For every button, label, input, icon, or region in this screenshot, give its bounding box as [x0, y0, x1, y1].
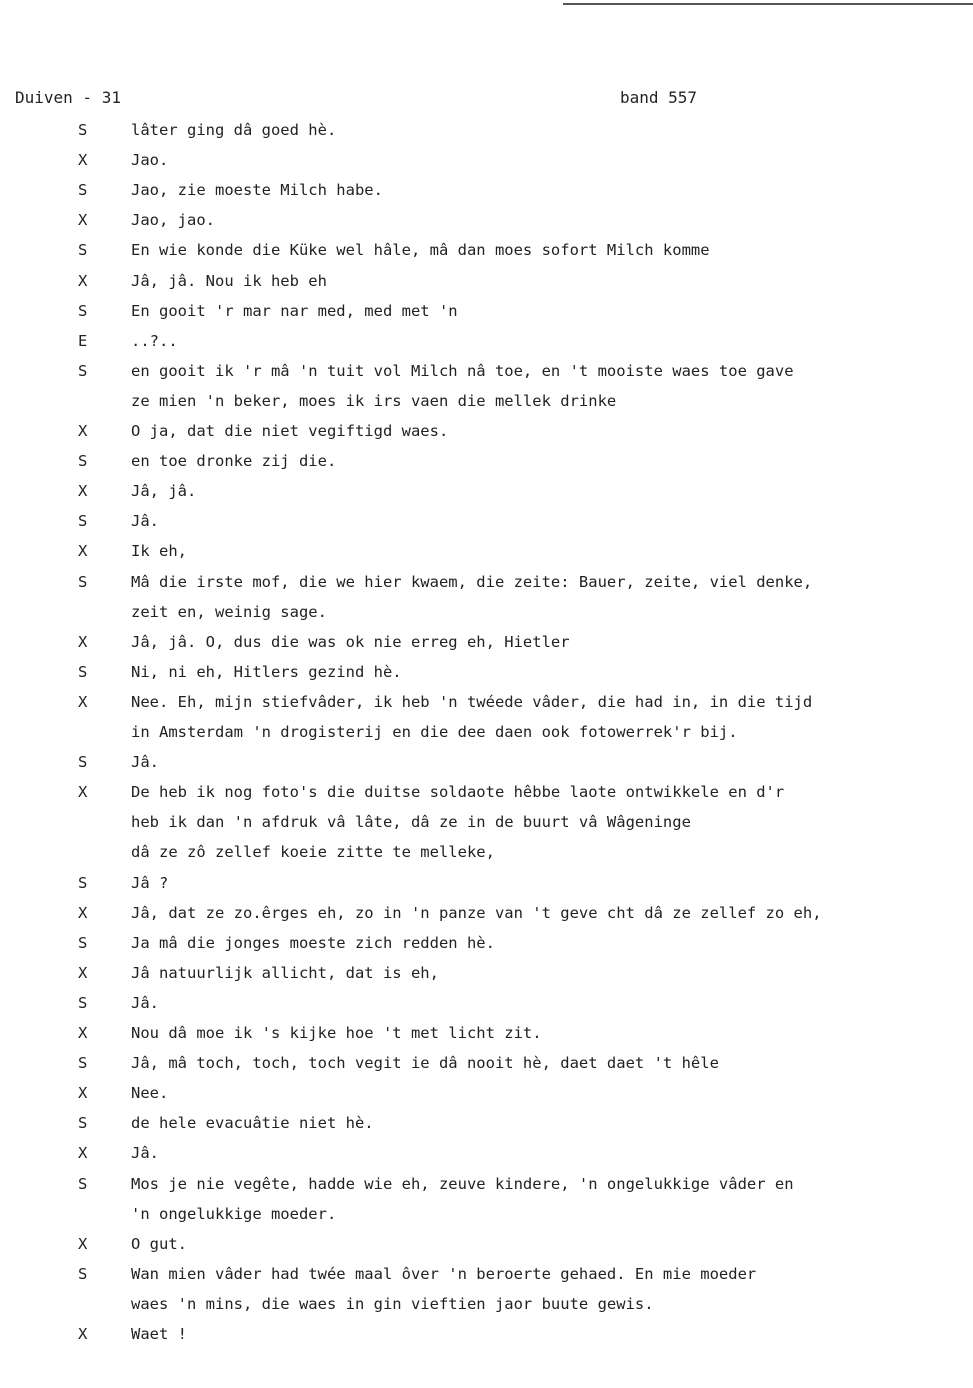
speaker-label: X [78, 1084, 88, 1102]
speaker-label: S [78, 1054, 88, 1072]
speaker-label: S [78, 302, 88, 320]
speaker-label: S [78, 1114, 88, 1132]
utterance-line: Nou dâ moe ik 's kijke hoe 't met licht zit. [131, 1024, 542, 1042]
utterance-line: De heb ik nog foto's die duitse soldaote hêbbe laote ontwikkele en d'r [131, 783, 785, 801]
transcript-turn [0, 928, 973, 958]
utterance-text [131, 115, 931, 145]
speaker-label: S [78, 994, 88, 1012]
transcript-turn [0, 777, 973, 867]
speaker-label: X [78, 633, 88, 651]
utterance-line: Jâ. [131, 994, 159, 1012]
utterance-text [131, 1229, 931, 1259]
utterance-text [131, 145, 931, 175]
speaker-label: S [78, 874, 88, 892]
utterance-line: Mos je nie vegête, hadde wie eh, zeuve kindere, 'n ongelukkige vâder en [131, 1175, 794, 1193]
utterance-text [131, 687, 931, 747]
utterance-line: waes 'n mins, die waes in gin vieftien jaor buute gewis. [131, 1295, 654, 1313]
utterance-text [131, 1078, 931, 1108]
utterance-line: Jâ, mâ toch, toch, toch vegit ie dâ nooit hè, daet daet 't hêle [131, 1054, 719, 1072]
utterance-line: Waet ! [131, 1325, 187, 1343]
utterance-text [131, 235, 931, 265]
speaker-label: S [78, 241, 88, 259]
transcript-turn [0, 567, 973, 627]
speaker-label: E [78, 332, 88, 350]
utterance-text [131, 416, 931, 446]
speaker-label: X [78, 1144, 88, 1162]
utterance-text [131, 1108, 931, 1138]
transcript-turn [0, 296, 973, 326]
utterance-text [131, 205, 931, 235]
speaker-label: X [78, 693, 88, 711]
utterance-line: ze mien 'n beker, moes ik irs vaen die mellek drinke [131, 392, 617, 410]
speaker-label: X [78, 1235, 88, 1253]
speaker-label: X [78, 1024, 88, 1042]
utterance-line: zeit en, weinig sage. [131, 603, 327, 621]
speaker-label: S [78, 362, 88, 380]
utterance-line: Jâ, jâ. Nou ik heb eh [131, 272, 327, 290]
speaker-label: S [78, 1175, 88, 1193]
utterance-line: Nee. Eh, mijn stiefvâder, ik heb 'n twéede vâder, die had in, in die tijd [131, 693, 813, 711]
speaker-label: S [78, 934, 88, 952]
speaker-label: X [78, 964, 88, 982]
utterance-text [131, 506, 931, 536]
utterance-line: Jâ. [131, 753, 159, 771]
speaker-label: X [78, 422, 88, 440]
utterance-line: Jao, jao. [131, 211, 215, 229]
utterance-line: heb ik dan 'n afdruk vâ lâte, dâ ze in de buurt vâ Wâgeninge [131, 813, 691, 831]
speaker-label: X [78, 482, 88, 500]
speaker-label: X [78, 211, 88, 229]
transcript-turn [0, 145, 973, 175]
utterance-text [131, 536, 931, 566]
speaker-label: X [78, 783, 88, 801]
transcript-turn [0, 205, 973, 235]
transcript-turn [0, 536, 973, 566]
utterance-line: Jâ, dat ze zo.êrges eh, zo in 'n panze van 't geve cht dâ ze zellef zo eh, [131, 904, 822, 922]
utterance-text [131, 1169, 931, 1229]
utterance-text [131, 296, 931, 326]
transcript-turn [0, 958, 973, 988]
utterance-text [131, 1138, 931, 1168]
utterance-text [131, 747, 931, 777]
speaker-label: S [78, 1265, 88, 1283]
utterance-line: Ik eh, [131, 542, 187, 560]
transcript-turn [0, 898, 973, 928]
utterance-text [131, 657, 931, 687]
utterance-text [131, 627, 931, 657]
utterance-line: Jâ. [131, 512, 159, 530]
transcript-turn [0, 446, 973, 476]
utterance-line: Jâ, jâ. [131, 482, 197, 500]
utterance-line: Ni, ni eh, Hitlers gezind hè. [131, 663, 402, 681]
utterance-text [131, 1319, 931, 1349]
utterance-text [131, 777, 931, 867]
transcript-turn [0, 175, 973, 205]
utterance-line: lâter ging dâ goed hè. [131, 121, 337, 139]
utterance-text [131, 1048, 931, 1078]
transcript-turn [0, 988, 973, 1018]
transcript-turn [0, 506, 973, 536]
utterance-line: en toe dronke zij die. [131, 452, 337, 470]
speaker-label: X [78, 272, 88, 290]
utterance-text [131, 898, 931, 928]
transcript-turn [0, 1138, 973, 1168]
utterance-text [131, 175, 931, 205]
transcript-turn [0, 627, 973, 657]
transcript-turn [0, 1169, 973, 1229]
utterance-text [131, 446, 931, 476]
utterance-text [131, 326, 931, 356]
utterance-line: Jâ. [131, 1144, 159, 1162]
transcript-turn [0, 1048, 973, 1078]
transcript-turn [0, 1259, 973, 1319]
speaker-label: X [78, 151, 88, 169]
document-title: Duiven - 31 [15, 88, 121, 107]
utterance-line: O gut. [131, 1235, 187, 1253]
transcript-turn [0, 235, 973, 265]
transcript-turn [0, 416, 973, 446]
speaker-label: S [78, 452, 88, 470]
speaker-label: X [78, 904, 88, 922]
transcript-turn [0, 476, 973, 506]
transcript-turn [0, 1319, 973, 1349]
transcript-turn [0, 1018, 973, 1048]
utterance-text [131, 988, 931, 1018]
utterance-line: En gooit 'r mar nar med, med met 'n [131, 302, 458, 320]
transcript-turn [0, 326, 973, 356]
utterance-line: O ja, dat die niet vegiftigd waes. [131, 422, 449, 440]
utterance-text [131, 1259, 931, 1319]
utterance-line: Jâ ? [131, 874, 169, 892]
utterance-text [131, 476, 931, 506]
transcript-turn [0, 657, 973, 687]
speaker-label: S [78, 753, 88, 771]
utterance-line: Ja mâ die jonges moeste zich redden hè. [131, 934, 495, 952]
speaker-label: S [78, 181, 88, 199]
transcript-turn [0, 747, 973, 777]
utterance-line: Jao. [131, 151, 169, 169]
utterance-line: Nee. [131, 1084, 169, 1102]
utterance-text [131, 1018, 931, 1048]
speaker-label: S [78, 512, 88, 530]
utterance-line: Jâ, jâ. O, dus die was ok nie erreg eh, Hietler [131, 633, 570, 651]
transcript-turn [0, 115, 973, 145]
speaker-label: S [78, 573, 88, 591]
utterance-text [131, 928, 931, 958]
speaker-label: X [78, 542, 88, 560]
transcript-turn [0, 868, 973, 898]
speaker-label: S [78, 663, 88, 681]
utterance-line: Mâ die irste mof, die we hier kwaem, die zeite: Bauer, zeite, viel denke, [131, 573, 813, 591]
band-number: band 557 [620, 88, 698, 107]
utterance-text [131, 868, 931, 898]
utterance-text [131, 266, 931, 296]
transcript-turn [0, 266, 973, 296]
speaker-label: S [78, 121, 88, 139]
utterance-line: en gooit ik 'r mâ 'n tuit vol Milch nâ toe, en 't mooiste waes toe gave [131, 362, 794, 380]
utterance-text [131, 958, 931, 988]
transcript-turn [0, 687, 973, 747]
utterance-line: in Amsterdam 'n drogisterij en die dee daen ook fotowerrek'r bij. [131, 723, 738, 741]
utterance-line: 'n ongelukkige moeder. [131, 1205, 337, 1223]
transcript-turn [0, 1229, 973, 1259]
utterance-line: En wie konde die Küke wel hâle, mâ dan moes sofort Milch komme [131, 241, 710, 259]
utterance-line: Jâ natuurlijk allicht, dat is eh, [131, 964, 439, 982]
utterance-line: ..?.. [131, 332, 178, 350]
transcript-turn [0, 356, 973, 416]
utterance-line: Wan mien vâder had twée maal ôver 'n beroerte gehaed. En mie moeder [131, 1265, 757, 1283]
utterance-text [131, 356, 931, 416]
utterance-line: Jao, zie moeste Milch habe. [131, 181, 383, 199]
speaker-label: X [78, 1325, 88, 1343]
utterance-line: de hele evacuâtie niet hè. [131, 1114, 374, 1132]
utterance-line: dâ ze zô zellef koeie zitte te melleke, [131, 843, 495, 861]
top-rule [563, 3, 973, 5]
utterance-text [131, 567, 931, 627]
transcript-turn [0, 1108, 973, 1138]
transcript-turn [0, 1078, 973, 1108]
